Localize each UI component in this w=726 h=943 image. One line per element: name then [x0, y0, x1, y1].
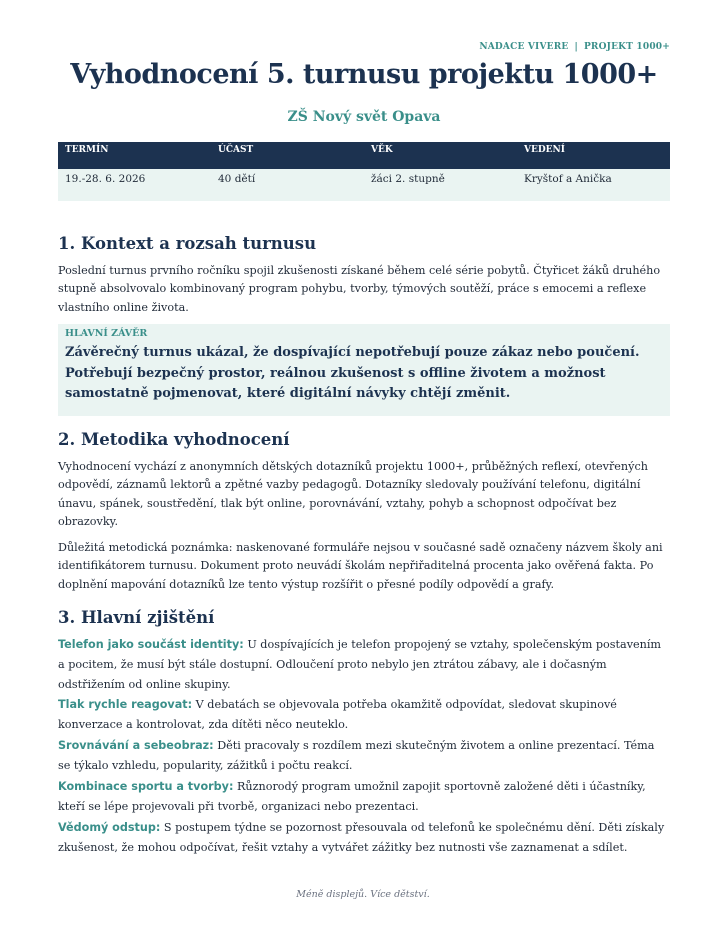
project-name: PROJEKT 1000+: [583, 42, 670, 52]
finding-text: S postupem týdne se pozornost přesouvala od telefonů ke společnému dění. Děti získaly zkušenost, že mohou odpočívat, řešit vztahy a vytvářet zážitky bez nutnosti vše zaznamenat a sdílet.: [58, 821, 665, 854]
info-value-leaders: Kryštof a Anička: [517, 169, 670, 201]
info-header-term: TERMÍN: [58, 142, 211, 169]
callout-text: Závěrečný turnus ukázal, že dospívající nepotřebují pouze zákaz nebo poučení. Potřebují bezpečný prostor, reálnou zkušenost s offline životem a možnost samostatně pojmenovat, které digitální návyky chtějí změnit.: [65, 345, 640, 401]
footer-tagline: Méně displejů. Více dětství.: [296, 889, 430, 900]
info-value-participation: 40 dětí: [211, 169, 364, 201]
finding-lead: Vědomý odstup:: [58, 821, 161, 834]
school-name: ZŠ Nový svět Opava: [287, 109, 441, 125]
finding-lead: Telefon jako součást identity:: [58, 638, 244, 651]
info-header-age: VĚK: [364, 142, 517, 169]
section-1-heading: 1. Kontext a rozsah turnusu: [58, 234, 317, 253]
info-value-age: žáci 2. stupně: [364, 169, 517, 201]
info-table-value-row: [58, 169, 670, 201]
page-title: Vyhodnocení 5. turnusu projektu 1000+: [70, 59, 658, 90]
finding-text: Různorodý program umožnil zapojit sportovně založené děti i účastníky, kteří se lépe projevovali při tvorbě, organizaci nebo prezentaci.: [58, 780, 646, 813]
callout-label: HLAVNÍ ZÁVĚR: [65, 328, 148, 339]
finding-lead: Kombinace sportu a tvorby:: [58, 780, 234, 793]
finding-lead: Tlak rychle reagovat:: [58, 698, 193, 711]
section-2-paragraph-2: Důležitá metodická poznámka: naskenované formuláře nejsou v současné sadě označeny názvem školy ani identifikátorem turnusu. Dokument proto neuvádí školám nepřiřaditelná procenta jako ověřená fakta. Po doplnění mapování dotazníků lze tento výstup rozšířit o přesné podíly odpovědí a grafy.: [58, 541, 663, 591]
finding-pressure: [58, 695, 670, 735]
section-1-paragraph: Poslední turnus prvního ročníku spojil zkušenosti získané během celé série pobytů. Čtyřicet žáků druhého stupně absolvovalo kombinovaný program pohybu, tvorby, týmových soutěží, práce s emocemi a reflexe vlastního online života.: [58, 264, 661, 314]
finding-text: V debatách se objevovala potřeba okamžitě odpovídat, sledovat skupinové konverzace a kontrolovat, zda dítěti něco neuteklo.: [58, 698, 617, 731]
info-table-header-row: [58, 142, 670, 169]
info-header-participation: ÚČAST: [211, 142, 364, 169]
info-header-leaders: VEDENÍ: [517, 142, 670, 169]
finding-text: U dospívajících je telefon propojený se vztahy, společenským postavením a pocitem, že musí být stále dostupní. Odloučení proto nebylo jen ztrátou zábavy, ale i dočasným odstřižením od online skupiny.: [58, 638, 662, 691]
info-value-term: 19.-28. 6. 2026: [58, 169, 211, 201]
finding-identity: [58, 635, 670, 695]
key-conclusion-callout: [58, 324, 670, 416]
section-2-paragraph-1: Vyhodnocení vychází z anonymních dětských dotazníků projektu 1000+, průběžných reflexí, otevřených odpovědí, záznamů lektorů a zpětné vazby pedagogů. Dotazníky sledovaly používání telefonu, digitální únavu, spánek, soustředění, tlak být online, porovnávání, vztahy, pohyb a schopnost odpočívat bez obrazovky.: [58, 460, 648, 528]
finding-text: Děti pracovaly s rozdílem mezi skutečným životem a online prezentací. Téma se týkalo vzhledu, popularity, zážitků i počtu reakcí.: [58, 739, 655, 772]
finding-comparison: [58, 736, 670, 776]
finding-lead: Srovnávání a sebeobraz:: [58, 739, 214, 752]
org-name: NADACE VIVERE: [479, 42, 569, 52]
section-3-heading: 3. Hlavní zjištění: [58, 608, 215, 627]
header-separator: |: [574, 42, 578, 52]
finding-sport-creativity: [58, 777, 670, 817]
info-table: [58, 142, 670, 201]
finding-distance: [58, 818, 670, 858]
header-meta: [58, 42, 670, 52]
section-2-heading: 2. Metodika vyhodnocení: [58, 430, 290, 449]
